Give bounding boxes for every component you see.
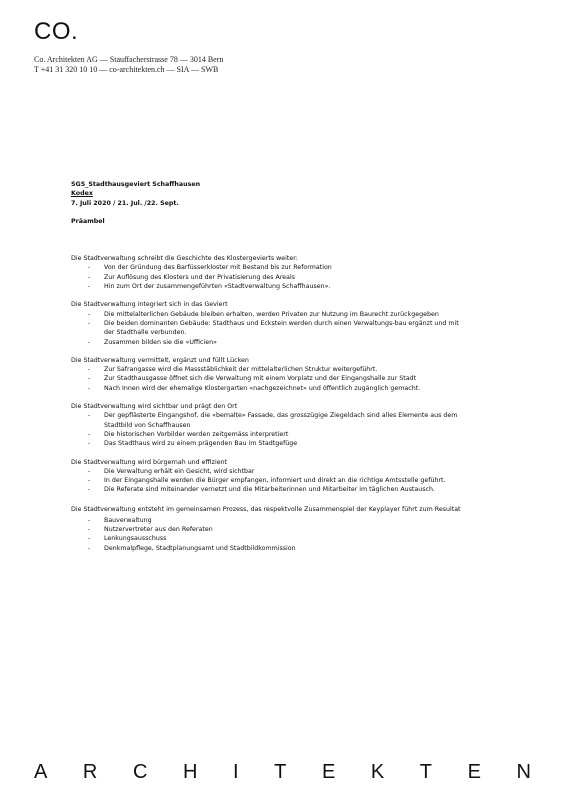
address-line-2: T +41 31 320 10 10 — co-architekten.ch — SIA — SWB [34,65,219,74]
list-item: - Die historischen Vorbilder werden zeitgemäss interpretiert [71,430,471,439]
list-item: - Von der Gründung des Barfüsserkloster mit Bestand bis zur Reformation [71,263,471,272]
footer-letter: K [370,760,385,783]
list-item: - Die Verwaltung erhält ein Gesicht, wird sichtbar [71,467,471,476]
section-heading: Die Stadtverwaltung entsteht im gemeinsamen Prozess, das respektvolle Zusammenspiel der Keyplayer führt zum Resultat [71,505,461,513]
section-efficiency [71,458,471,495]
document-subtitle: Kodex [71,190,93,198]
list-item: - Der gepflästerte Eingangshof, die «bemalte» Fassade, das grosszügige Ziegeldach sind alles Elemente aus dem Stadtbild von Schaffhausen [71,411,471,430]
document-dates: 7. Juli 2020 / 21. Jul. /22. Sept. [71,199,179,207]
list-item: - Zusammen bilden sie die «Ufficien» [71,338,471,347]
section-heading: Die Stadtverwaltung wird bürgernah und effizient [71,458,228,466]
footer-letter: H [182,760,198,783]
project-title: SGS_Stadthausgeviert Schaffhausen [71,181,201,188]
list-item: - Bauverwaltung [71,516,471,525]
document-body [71,180,471,562]
section-heading: Die Stadtverwaltung schreibt die Geschichte des Klostergevierts weiter: [71,255,298,263]
footer-letter: T [419,760,433,783]
footer-letter: A [34,760,48,783]
footer-letter: E [321,760,336,783]
section-mediation [71,356,471,393]
list-item: - Nutzervertreter aus den Referaten [71,525,471,534]
section-heading: Die Stadtverwaltung wird sichtbar und prägt den Ort [71,403,238,411]
list-item: - Lenkungsausschuss [71,534,471,543]
footer-letter: T [274,760,287,783]
section-process [71,504,471,553]
list-item: - Zur Stadthausgasse öffnet sich die Verwaltung mit einem Vorplatz und der Eingangshalle zur Stadt [71,374,471,383]
section-history [71,254,471,291]
footer-letter: C [132,760,148,783]
section-heading: Die Stadtverwaltung vermittelt, ergänzt und füllt Lücken [71,356,249,364]
list-item: - Zur Auflösung des Klosters und der Privatisierung des Areals [71,273,471,282]
list-item: - Nach Innen wird der ehemalige Klostergarten «nachgezeichnet» und öffentlich zugänglich gemacht. [71,384,471,393]
footer-letter: E [467,760,481,783]
company-logo: CO. [34,18,79,45]
section-integration [71,300,471,346]
list-item: - Denkmalpflege, Stadtplanungsamt und Stadtbildkommission [71,544,471,553]
list-item: - Zur Safrangasse wird die Massstäblichkeit der mittelalterlichen Struktur weitergeführt. [71,365,471,374]
footer-letter: I [233,760,239,783]
section-visibility [71,402,471,448]
list-item: - Hin zum Ort der zusammengeführten «Stadtverwaltung Schaffhausen». [71,282,471,291]
list-item: - Die Referate sind miteinander vernetzt und die Mitarbeiterinnen und Mitarbeiter im täglichen Austausch. [71,485,471,494]
company-address [34,55,223,75]
footer-wordmark [34,760,531,784]
section-title: Präambel [71,217,105,225]
list-item: - Das Stadthaus wird zu einem prägenden Bau im Stadtgefüge [71,439,471,448]
section-heading: Die Stadtverwaltung integriert sich in das Geviert [71,301,228,309]
list-item: - In der Eingangshalle werden die Bürger empfangen, informiert und direkt an die richtige Amtsstelle geführt. [71,476,471,485]
list-item: - Die beiden dominanten Gebäude: Stadthaus und Eckstein werden durch einen Verwaltungs-bau ergänzt und mit der Stadthalle verbunden. [71,319,471,338]
footer-letter: N [516,760,531,783]
list-item: - Die mittelalterlichen Gebäude bleiben erhalten, werden Privaten zur Nutzung im Baurecht zurückgegeben [71,310,471,319]
address-line-1: Co. Architekten AG — Stauffacherstrasse 78 — 3014 Bern [34,55,224,64]
footer-letter: R [82,760,98,783]
